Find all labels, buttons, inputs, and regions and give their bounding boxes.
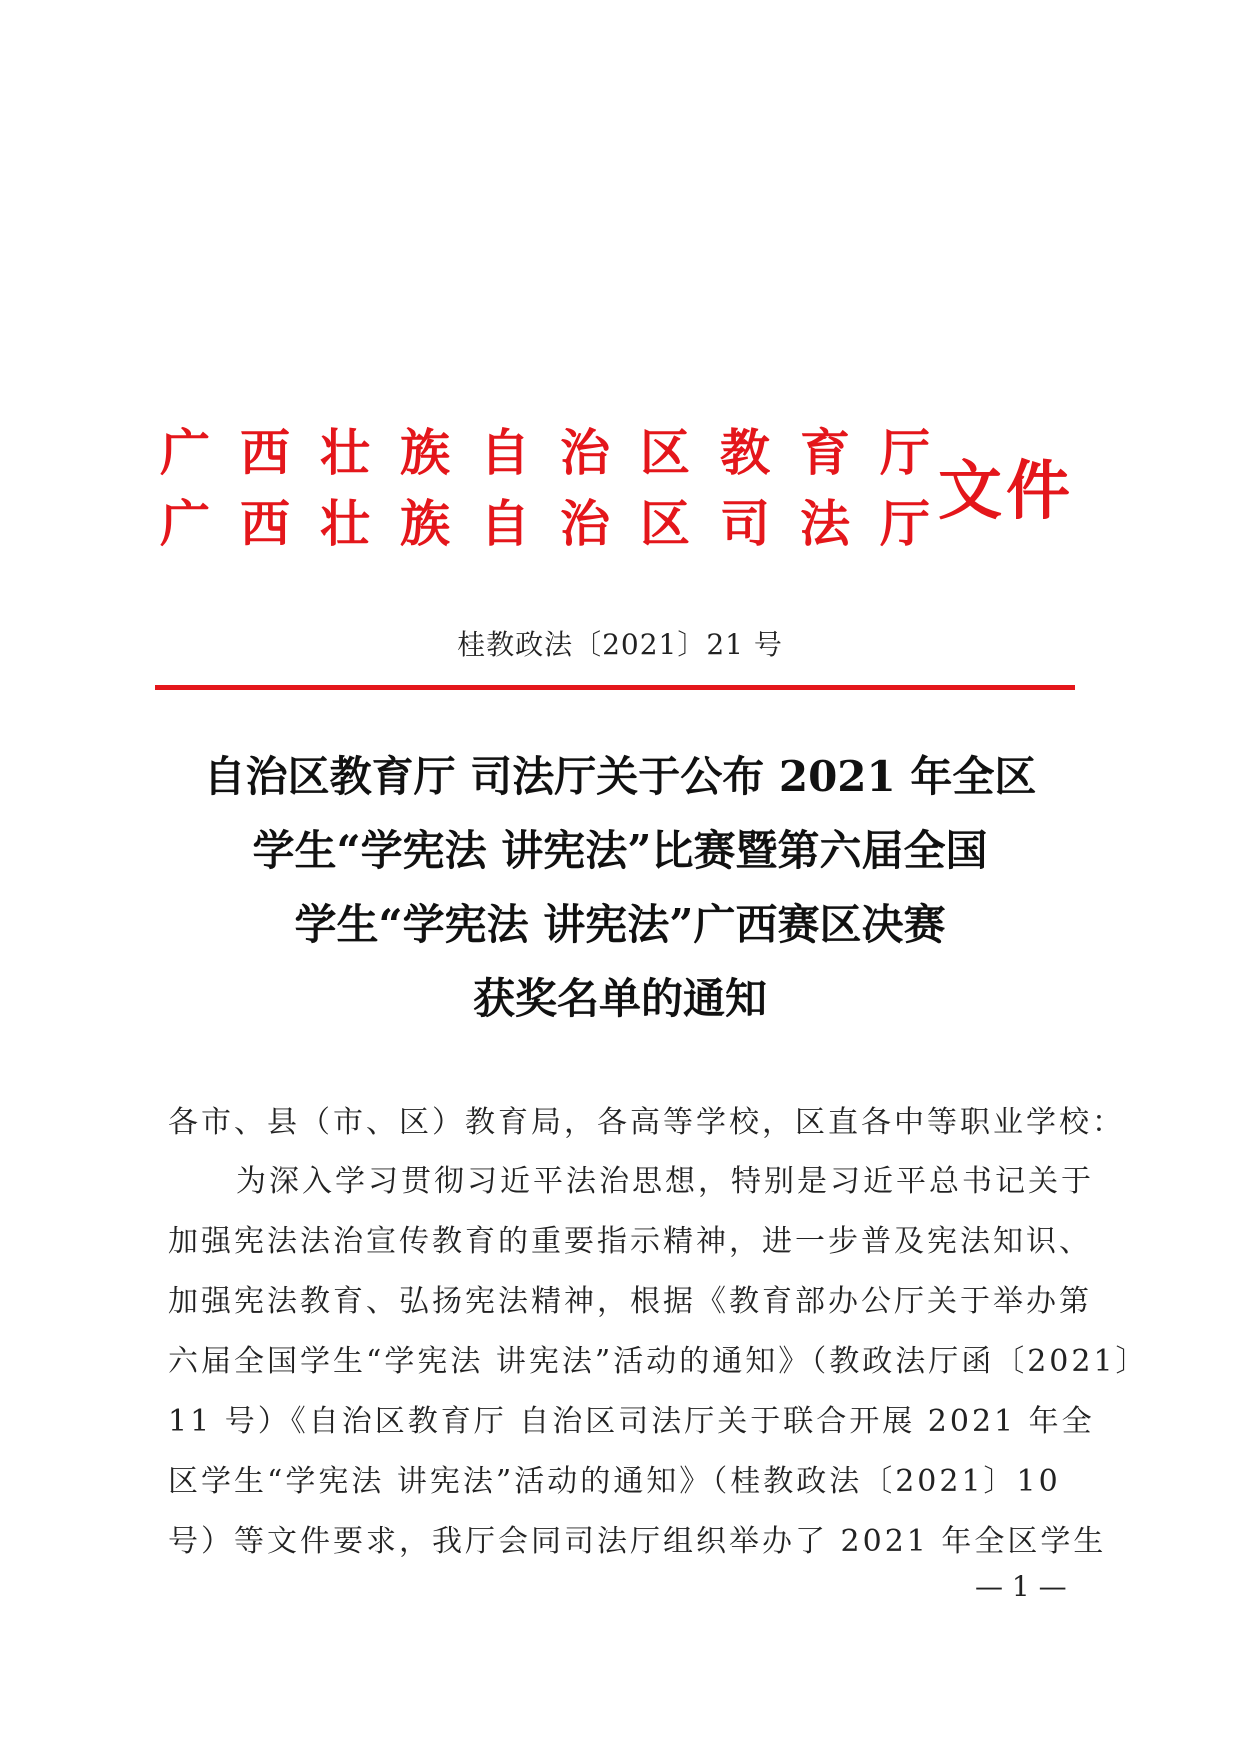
issuing-org-education: 广西壮族自治区教育厅 (160, 423, 960, 482)
document-title (100, 740, 1140, 1036)
title-line: 学生“学宪法 讲宪法”比赛暨第六届全国 (252, 826, 988, 875)
doc-type-label: 文件 (938, 454, 1074, 529)
salutation: 各市、县（市、区）教育局，各高等学校，区直各中等职业学校： (168, 1105, 1125, 1140)
body-line: 区学生“学宪法 讲宪法”活动的通知》（桂教政法〔2021〕10 (168, 1464, 1061, 1499)
body-line: 加强宪法法治宣传教育的重要指示精神，进一步普及宪法知识、 (168, 1224, 1092, 1259)
body-paragraph (168, 1152, 1149, 1572)
document-number: 桂教政法〔2021〕21 号 (457, 628, 783, 661)
title-line: 学生“学宪法 讲宪法”广西赛区决赛 (294, 900, 946, 949)
body-line: 11 号）《自治区教育厅 自治区司法厅关于联合开展 2021 年全 (168, 1404, 1095, 1439)
issuing-org-justice: 广西壮族自治区司法厅 (160, 494, 960, 553)
page-number: — 1 — (975, 1570, 1067, 1603)
body-line: 六届全国学生“学宪法 讲宪法”活动的通知》（教政法厅函〔2021〕 (168, 1344, 1149, 1379)
body-line: 为深入学习贯彻习近平法治思想，特别是习近平总书记关于 (236, 1164, 1094, 1199)
body-line: 号）等文件要求，我厅会同司法厅组织举办了 2021 年全区学生 (168, 1524, 1107, 1559)
body-line: 加强宪法教育、弘扬宪法精神，根据《教育部办公厅关于举办第 (168, 1284, 1092, 1319)
title-line: 自治区教育厅 司法厅关于公布 2021 年全区 (203, 752, 1037, 801)
title-line: 获奖名单的通知 (472, 974, 767, 1023)
red-divider (155, 685, 1075, 690)
